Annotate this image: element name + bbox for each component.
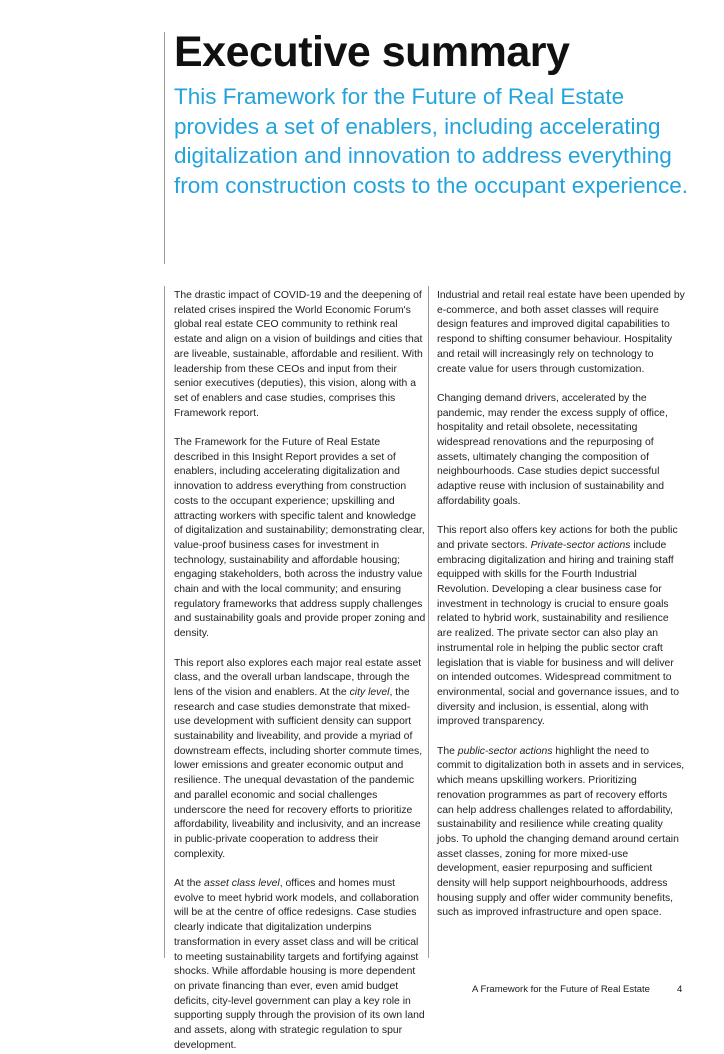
footer-report-title: A Framework for the Future of Real Estate <box>472 984 650 995</box>
public-sector-actions-emphasis: public-sector actions <box>457 745 553 757</box>
body-paragraph-1: The drastic impact of COVID-19 and the deepening of related crises inspired the World Economic Forum's global real estate CEO community to rethink real estate and align on a vision of buildings and cities that are liveable, sustainable, affordable and resilient. With leadership from these CEOs and input from their senior executives (deputies), this vision, along with a set of enablers and case studies, comprises this Framework report. <box>174 290 423 419</box>
body-column-left <box>174 289 426 1054</box>
body-paragraph-3: This report also explores each major real estate asset class, and the overall urban landscape, through the lens of the vision and enablers. At the city level, the research and case studies demonstrate that mixed-use development with sufficient density can support sustainability and liveability, and provide a myriad of downstream effects, including shorter commute times, lower emissions and greater economic output and resilience. The unequal devastation of the pandemic and parallel economic and social challenges underscore the need for recovery efforts to prioritize affordability, liveability and inclusivity, and an increase in public-private cooperation to address their complexity. <box>174 657 423 860</box>
asset-class-level-emphasis: asset class level <box>204 878 280 890</box>
page-title: Executive summary <box>174 28 570 76</box>
city-level-emphasis: city level <box>349 686 390 698</box>
body-paragraph-2: The Framework for the Future of Real Estate described in this Insight Report provides a set of enablers, including accelerating digitalization and innovation to address everything from construction costs to the occupant experience; upskilling and attracting workers with specific talent and knowledge of digitalization and sustainability; demonstrating clear, value-proof business cases for investment in technology, sustainability and affordable housing; engaging stakeholders, both across the industry value chain and with the local community; and ensuring regulatory frameworks that address supply challenges and sustainability goals and provide proper zoning and density. <box>174 437 426 640</box>
body-paragraph-8: The public-sector actions highlight the need to commit to digitalization both in assets and in services, which means upskilling workers. Prioritizing renovation programmes as part of recovery efforts can help address challenges related to affordability, sustainability and resilience while creating quality jobs. To uphold the changing demand around certain asset classes, zoning for more mixed-use development, easier repurposing and sufficient density will help support neighbourhoods, address housing supply and offer wider community benefits, such as improved infrastructure and open space. <box>437 745 685 919</box>
private-sector-actions-emphasis: Private-sector actions <box>530 539 631 551</box>
body-paragraph-7: This report also offers key actions for both the public and private sectors. Private-sector actions include embracing digitalization and hiring and training staff equipped with skills for the Fourth Industrial Revolution. Developing a clear business case for investment in technology is crucial to ensure goals related to hybrid work, sustainability and resilience are realized. The private sector can also play an instrumental role in helping the public sector craft legislation that is viable for business and will deliver on intended outcomes. Widespread commitment to environmental, social and governance issues, and to diversity and inclusion, is essential, along with improved transparency. <box>437 525 680 728</box>
left-margin-rule-top <box>164 32 165 264</box>
left-margin-rule-bottom <box>164 286 165 958</box>
body-paragraph-5: Industrial and retail real estate have been upended by e-commerce, and both asset classes will require design features and improved digital capabilities to respond to shifting consumer behaviour. Hospitality and retail will increasingly rely on technology to create value for users through customization. <box>437 290 685 375</box>
body-column-right <box>437 289 685 921</box>
column-divider-rule <box>428 286 429 958</box>
footer-page-number: 4 <box>677 984 683 995</box>
lead-paragraph: This Framework for the Future of Real Estate provides a set of enablers, including accelerating digitalization and innovation to address everything from construction costs to the occupant experience. <box>174 84 689 198</box>
body-paragraph-4: At the asset class level, offices and homes must evolve to meet hybrid work models, and collaboration will be at the centre of office redesigns. Case studies clearly indicate that digitalization underpins transformation in every asset class and will be critical to meeting sustainability targets and fortifying against shocks. While affordable housing is more dependent on private financing than ever, even amid budget deficits, city-level government can play a key role in supporting supply through the provision of its own land and assets, along with strategic regulation to spur development. <box>174 878 425 1051</box>
body-paragraph-6: Changing demand drivers, accelerated by the pandemic, may render the excess supply of office, hospitality and retail obsolete, necessitating widespread renovations and the repurposing of assets, ultimately changing the composition of neighbourhoods. Case studies depict successful adaptive reuse with inclusion of sustainability and affordability goals. <box>437 392 668 507</box>
